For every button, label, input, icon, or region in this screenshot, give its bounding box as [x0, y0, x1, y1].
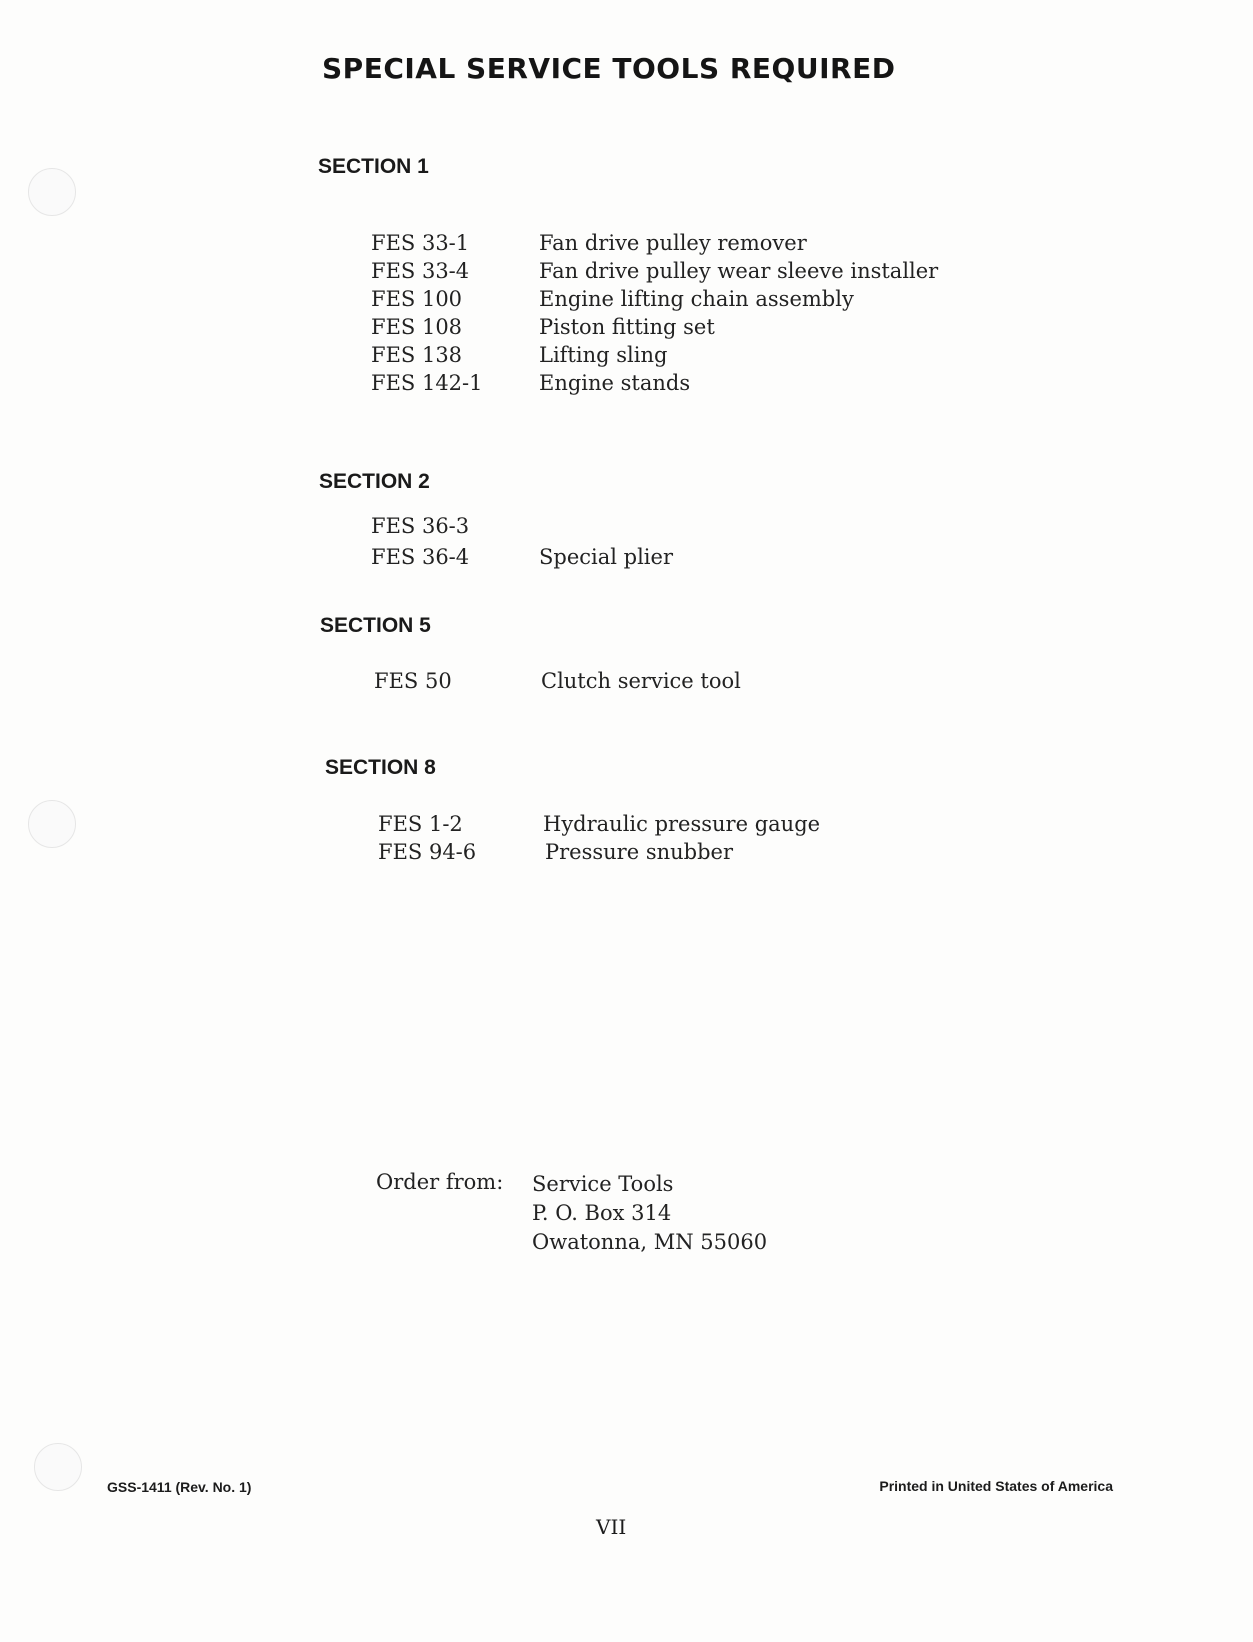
document-id: GSS-1411 (Rev. No. 1): [107, 1479, 252, 1495]
punch-hole-top: [28, 168, 76, 216]
tool-part-number: FES 94-6: [378, 840, 477, 864]
tool-part-number: FES 138: [371, 343, 463, 367]
tool-description: Fan drive pulley remover: [539, 231, 807, 255]
tool-part-number: FES 50: [374, 669, 452, 693]
tool-description: Fan drive pulley wear sleeve installer: [539, 259, 939, 283]
page-title: SPECIAL SERVICE TOOLS REQUIRED: [322, 52, 896, 85]
order-address-line: Service Tools: [532, 1172, 674, 1196]
tool-part-number: FES 142-1: [371, 371, 483, 395]
tool-description: Hydraulic pressure gauge: [543, 812, 821, 836]
tool-description: Lifting sling: [539, 343, 668, 367]
tool-part-number: FES 108: [371, 315, 463, 339]
order-address-line: Owatonna, MN 55060: [532, 1230, 768, 1254]
order-address: [532, 1170, 767, 1257]
tool-description: Special plier: [539, 545, 673, 569]
punch-hole-middle: [28, 800, 76, 848]
tool-part-number: FES 33-1: [371, 231, 470, 255]
tool-part-number: FES 36-4: [371, 545, 470, 569]
tool-description: Engine lifting chain assembly: [539, 287, 854, 311]
tool-description: Piston fitting set: [539, 315, 715, 339]
order-address-line: P. O. Box 314: [532, 1201, 672, 1225]
section-heading: SECTION 5: [320, 614, 431, 637]
punch-hole-bottom: [34, 1443, 82, 1491]
tool-description: Pressure snubber: [545, 840, 733, 864]
printed-notice: Printed in United States of America: [879, 1478, 1113, 1494]
section-heading: SECTION 1: [318, 155, 429, 178]
tool-description: Engine stands: [539, 371, 691, 395]
page-number: VII: [596, 1515, 627, 1539]
tool-part-number: FES 100: [371, 287, 463, 311]
tool-part-number: FES 36-3: [371, 514, 470, 538]
section-heading: SECTION 8: [325, 756, 436, 779]
section-heading: SECTION 2: [319, 470, 430, 493]
tool-part-number: FES 1-2: [378, 812, 463, 836]
order-label: Order from:: [376, 1170, 504, 1194]
tool-part-number: FES 33-4: [371, 259, 470, 283]
tool-description: Clutch service tool: [541, 669, 741, 693]
